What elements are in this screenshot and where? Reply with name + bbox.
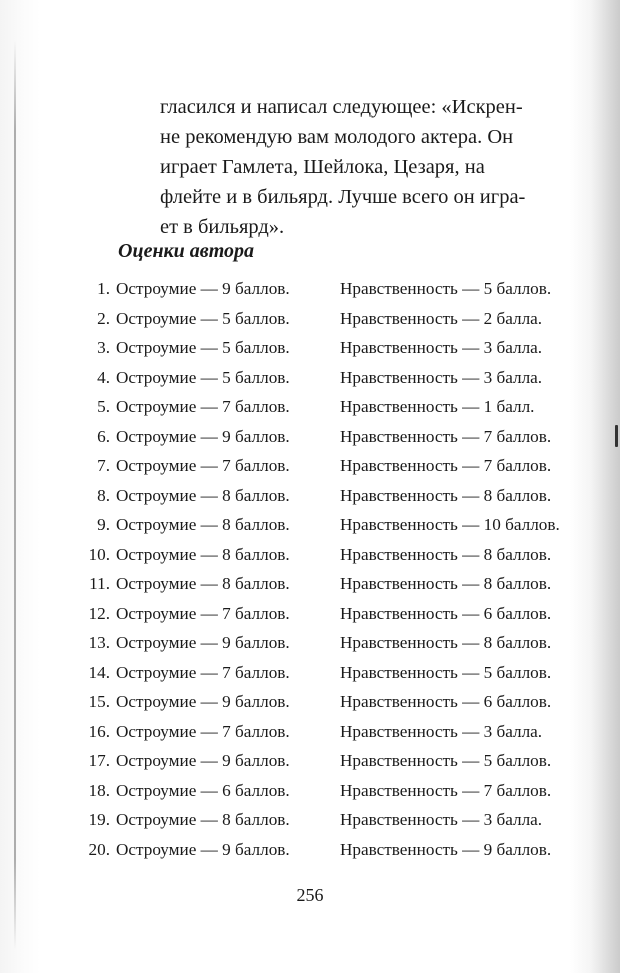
morality-score: Нравственность — 8 баллов. bbox=[340, 633, 552, 652]
morality-score: Нравственность — 7 баллов. bbox=[340, 456, 552, 475]
intro-line: не рекомендую вам молодого актера. Он bbox=[160, 126, 514, 148]
rating-row bbox=[78, 633, 598, 663]
rating-row bbox=[78, 309, 598, 339]
wit-score: Остроумие — 7 баллов. bbox=[116, 662, 290, 682]
rating-row bbox=[78, 574, 598, 604]
rating-number: 19. bbox=[88, 810, 110, 829]
intro-line: гласился и написал следующее: «Искрен- bbox=[160, 96, 523, 118]
rating-number: 17. bbox=[88, 751, 110, 770]
morality-score: Нравственность — 8 баллов. bbox=[340, 574, 552, 593]
rating-number: 6. bbox=[97, 426, 110, 446]
wit-score: Остроумие — 8 баллов. bbox=[116, 574, 290, 593]
wit-score: Остроумие — 7 баллов. bbox=[116, 721, 290, 741]
intro-line: ет в бильярд». bbox=[160, 216, 285, 238]
morality-score: Нравственность — 3 балла. bbox=[340, 367, 543, 387]
wit-score: Остроумие — 8 баллов. bbox=[116, 515, 290, 534]
wit-score: Остроумие — 6 баллов. bbox=[116, 780, 290, 800]
rating-number: 14. bbox=[88, 662, 110, 682]
rating-number: 2. bbox=[97, 308, 110, 328]
wit-score: Остроумие — 7 баллов. bbox=[116, 397, 290, 416]
rating-row bbox=[78, 545, 598, 575]
rating-row bbox=[78, 427, 598, 457]
wit-score: Остроумие — 7 баллов. bbox=[116, 456, 290, 475]
rating-number: 11. bbox=[89, 574, 110, 593]
rating-row bbox=[78, 722, 598, 752]
morality-score: Нравственность — 5 баллов. bbox=[340, 279, 552, 298]
rating-row bbox=[78, 840, 598, 870]
wit-score: Остроумие — 8 баллов. bbox=[116, 810, 290, 829]
rating-row bbox=[78, 486, 598, 516]
book-spine-shadow bbox=[14, 40, 16, 950]
rating-row bbox=[78, 456, 598, 486]
page-edge-mark bbox=[615, 425, 618, 447]
rating-number: 12. bbox=[88, 603, 110, 623]
morality-score: Нравственность — 2 балла. bbox=[340, 308, 543, 328]
rating-row bbox=[78, 515, 598, 545]
rating-number: 16. bbox=[88, 721, 110, 741]
wit-score: Остроумие — 7 баллов. bbox=[116, 603, 290, 623]
rating-number: 8. bbox=[97, 485, 110, 505]
rating-number: 1. bbox=[97, 279, 110, 298]
rating-number: 9. bbox=[97, 515, 110, 534]
morality-score: Нравственность — 7 баллов. bbox=[340, 780, 552, 800]
rating-number: 20. bbox=[88, 839, 110, 859]
morality-score: Нравственность — 5 баллов. bbox=[340, 662, 552, 682]
wit-score: Остроумие — 9 баллов. bbox=[116, 279, 290, 298]
intro-line: играет Гамлета, Шейлока, Цезаря, на bbox=[160, 156, 485, 178]
rating-number: 15. bbox=[88, 692, 110, 711]
wit-score: Остроумие — 9 баллов. bbox=[116, 426, 290, 446]
morality-score: Нравственность — 3 балла. bbox=[340, 810, 543, 829]
wit-score: Остроумие — 9 баллов. bbox=[116, 751, 290, 770]
rating-row bbox=[78, 781, 598, 811]
wit-score: Остроумие — 9 баллов. bbox=[116, 633, 290, 652]
ratings-list bbox=[78, 279, 598, 869]
rating-number: 4. bbox=[97, 367, 110, 387]
rating-number: 3. bbox=[97, 338, 110, 357]
rating-number: 13. bbox=[88, 633, 110, 652]
wit-score: Остроумие — 5 баллов. bbox=[116, 308, 290, 328]
morality-score: Нравственность — 1 балл. bbox=[340, 397, 535, 416]
morality-score: Нравственность — 9 баллов. bbox=[340, 839, 552, 859]
rating-number: 10. bbox=[88, 544, 110, 564]
rating-row bbox=[78, 692, 598, 722]
intro-line: флейте и в бильярд. Лучше всего он игра- bbox=[160, 186, 526, 208]
morality-score: Нравственность — 7 баллов. bbox=[340, 426, 552, 446]
page-number: 256 bbox=[296, 885, 324, 905]
rating-number: 18. bbox=[88, 780, 110, 800]
wit-score: Остроумие — 5 баллов. bbox=[116, 338, 290, 357]
intro-paragraph bbox=[160, 92, 588, 242]
rating-row bbox=[78, 338, 598, 368]
rating-row bbox=[78, 368, 598, 398]
rating-row bbox=[78, 604, 598, 634]
morality-score: Нравственность — 8 баллов. bbox=[340, 485, 552, 505]
rating-number: 5. bbox=[97, 397, 110, 416]
page-edge-shadow bbox=[590, 0, 620, 973]
wit-score: Остроумие — 9 баллов. bbox=[116, 839, 290, 859]
morality-score: Нравственность — 6 баллов. bbox=[340, 692, 552, 711]
section-heading: Оценки автора bbox=[118, 240, 255, 262]
morality-score: Нравственность — 5 баллов. bbox=[340, 751, 552, 770]
morality-score: Нравственность — 6 баллов. bbox=[340, 603, 552, 623]
rating-row bbox=[78, 751, 598, 781]
rating-row bbox=[78, 663, 598, 693]
rating-row bbox=[78, 279, 598, 309]
morality-score: Нравственность — 8 баллов. bbox=[340, 544, 552, 564]
wit-score: Остроумие — 9 баллов. bbox=[116, 692, 290, 711]
morality-score: Нравственность — 10 баллов. bbox=[340, 515, 560, 534]
wit-score: Остроумие — 8 баллов. bbox=[116, 544, 290, 564]
morality-score: Нравственность — 3 балла. bbox=[340, 721, 543, 741]
morality-score: Нравственность — 3 балла. bbox=[340, 338, 543, 357]
rating-row bbox=[78, 810, 598, 840]
wit-score: Остроумие — 5 баллов. bbox=[116, 367, 290, 387]
rating-row bbox=[78, 397, 598, 427]
wit-score: Остроумие — 8 баллов. bbox=[116, 485, 290, 505]
rating-number: 7. bbox=[97, 456, 110, 475]
